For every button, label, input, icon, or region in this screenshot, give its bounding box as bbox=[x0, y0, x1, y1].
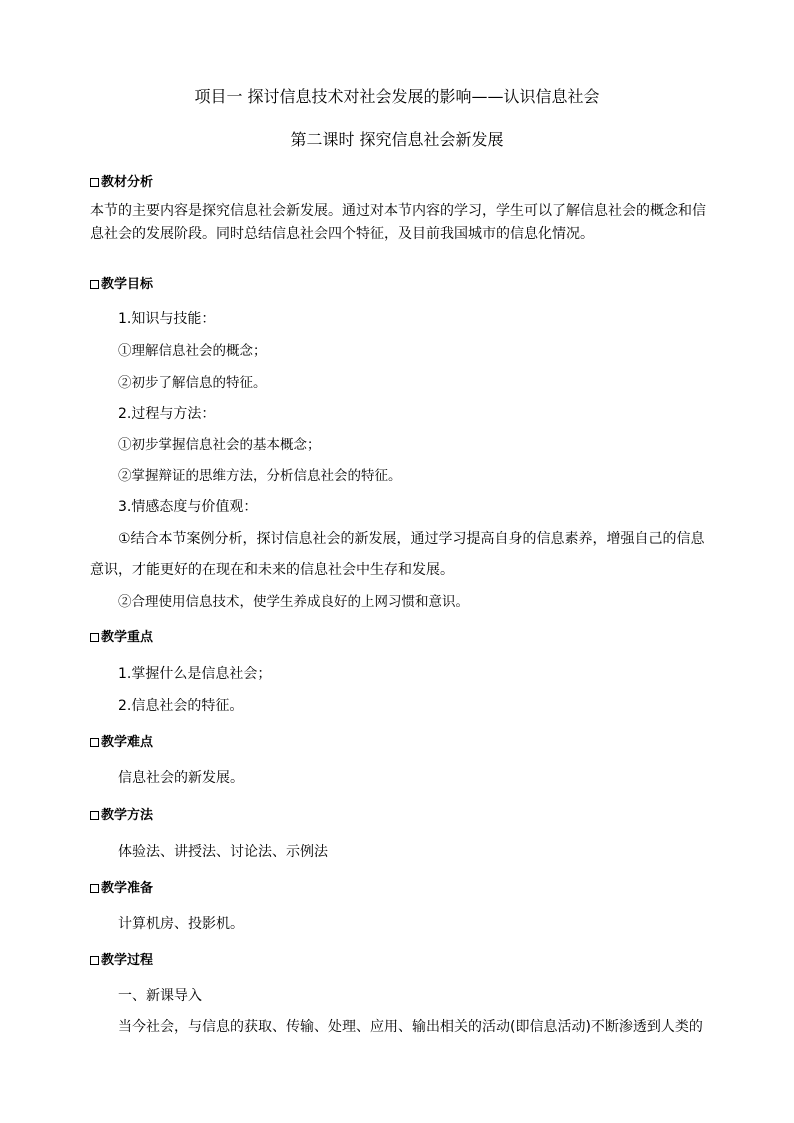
section-heading-methods: 教学方法 bbox=[90, 808, 153, 824]
key-item: 1.掌握什么是信息社会； bbox=[118, 666, 272, 682]
key-item: 2.信息社会的特征。 bbox=[118, 698, 244, 714]
paragraph-line: 本节的主要内容是探究信息社会新发展。通过对本节内容的学习，学生可以了解信息社会的概念和信 bbox=[90, 203, 706, 219]
prep-item: 计算机房、投影机。 bbox=[118, 916, 244, 932]
checkbox-icon bbox=[90, 811, 99, 820]
goal-item: ①初步掌握信息社会的基本概念； bbox=[118, 437, 321, 453]
checkbox-icon bbox=[90, 738, 99, 747]
goal-item: ②掌握辩证的思维方法，分析信息社会的特征。 bbox=[118, 468, 402, 484]
section-heading-difficulty: 教学难点 bbox=[90, 735, 153, 751]
section-heading-prep: 教学准备 bbox=[90, 881, 153, 897]
goal-item: 1.知识与技能： bbox=[118, 311, 216, 327]
paragraph-line: 息社会的发展阶段。同时总结信息社会四个特征，及目前我国城市的信息化情况。 bbox=[90, 226, 594, 242]
goal-item: ①理解信息社会的概念； bbox=[118, 343, 267, 359]
checkbox-icon bbox=[90, 956, 99, 965]
checkbox-icon bbox=[90, 884, 99, 893]
methods-item: 体验法、讲授法、讨论法、示例法 bbox=[118, 844, 328, 860]
goal-item: 意识，才能更好的在现在和未来的信息社会中生存和发展。 bbox=[90, 562, 454, 578]
checkbox-icon bbox=[90, 178, 99, 187]
section-heading-process: 教学过程 bbox=[90, 953, 153, 969]
goal-item: 2.过程与方法： bbox=[118, 406, 216, 422]
process-step: 一、新课导入 bbox=[118, 988, 202, 1004]
goal-item: ②合理使用信息技术，使学生养成良好的上网习惯和意识。 bbox=[118, 594, 469, 610]
paragraph-line: 当今社会，与信息的获取、传输、处理、应用、输出相关的活动(即信息活动)不断渗透到人类的 bbox=[118, 1019, 703, 1035]
lesson-subtitle: 第二课时 探究信息社会新发展 bbox=[290, 130, 504, 149]
section-heading-goals: 教学目标 bbox=[90, 277, 153, 293]
goal-item: 3.情感态度与价值观： bbox=[118, 499, 258, 515]
goal-item: ②初步了解信息的特征。 bbox=[118, 375, 267, 391]
goal-item: ①结合本节案例分析，探讨信息社会的新发展，通过学习提高自身的信息素养，增强自己的信息 bbox=[118, 531, 705, 547]
checkbox-icon bbox=[90, 633, 99, 642]
section-heading-analysis: 教材分析 bbox=[90, 175, 153, 191]
difficulty-item: 信息社会的新发展。 bbox=[118, 770, 244, 786]
document-title: 项目一 探讨信息技术对社会发展的影响——认识信息社会 bbox=[194, 87, 600, 106]
checkbox-icon bbox=[90, 280, 99, 289]
section-heading-key: 教学重点 bbox=[90, 630, 153, 646]
